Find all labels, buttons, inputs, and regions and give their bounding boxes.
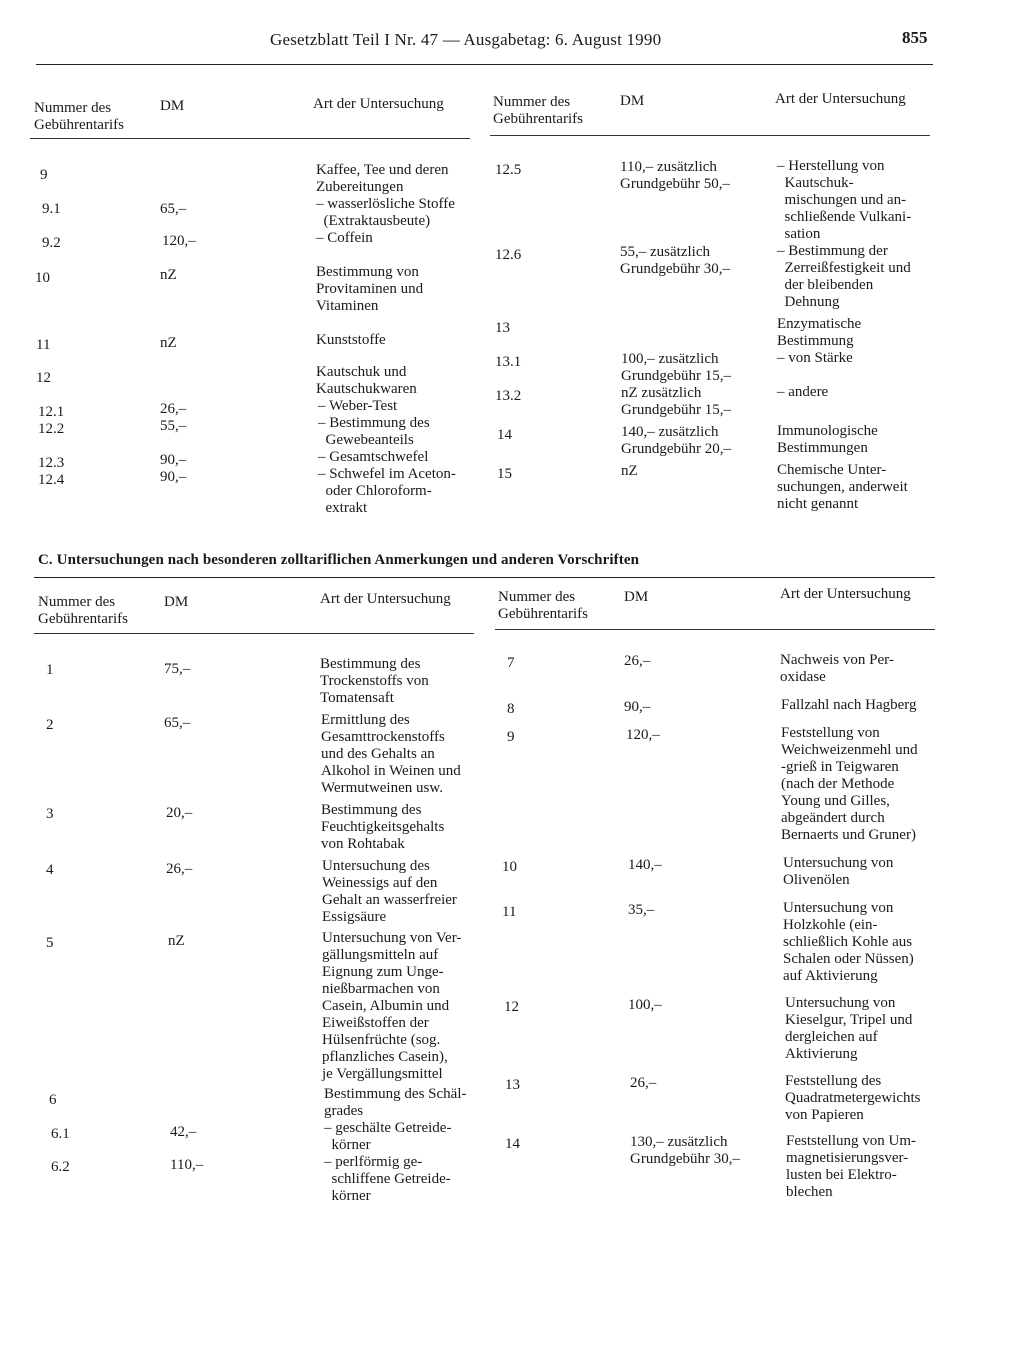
table-row-dm: 90,–	[160, 452, 187, 468]
table-row-dm: nZ	[160, 335, 177, 351]
table-row-number: 13	[495, 320, 510, 336]
table-row-art: Nachweis von Per- oxidase	[780, 652, 894, 685]
table-row-dm: 90,–	[624, 699, 651, 715]
table-row-number: 2	[46, 717, 54, 733]
table-row-dm: 26,–	[630, 1075, 657, 1091]
table-row-art: Untersuchung von Ver- gällungsmitteln auf Eignung zum Unge- nießbarmachen von Casein, Albumin und Eiweißstoffen der Hülsenfrüchte (sog. pflanzliches Casein), je Vergällungsmittel	[322, 930, 462, 1082]
table-row-art: Bestimmung des Schäl- grades	[324, 1086, 467, 1119]
right-table-header-rule-c	[495, 629, 935, 630]
table-row-number: 10	[502, 859, 517, 875]
table-row-art: Immunologische Bestimmungen	[777, 423, 878, 456]
table-row-number: 9.1	[42, 201, 61, 217]
table-row-number: 6.1	[51, 1126, 70, 1142]
table-row-number: 9.2	[42, 235, 61, 251]
sectionC-heading: C. Untersuchungen nach besonderen zolltariflichen Anmerkungen und anderen Vorschriften	[38, 552, 640, 568]
left-header-dm-c: DM	[164, 594, 189, 610]
table-row-art: Bestimmung des Trockenstoffs von Tomatensaft	[320, 656, 429, 706]
table-row-dm: 55,– zusätzlich Grundgebühr 30,–	[620, 244, 730, 277]
table-row-number: 14	[505, 1136, 520, 1152]
table-row-dm: 35,–	[628, 902, 655, 918]
table-row-dm: 42,–	[170, 1124, 197, 1140]
table-row-dm: nZ	[168, 933, 185, 949]
table-row-art: Bestimmung von Provitaminen und Vitaminen	[316, 264, 424, 314]
table-row-art: Untersuchung von Kieselgur, Tripel und dergleichen auf Aktivierung	[785, 995, 913, 1062]
table-row-art: Enzymatische Bestimmung	[777, 316, 862, 349]
table-row-dm: 110,– zusätzlich Grundgebühr 50,–	[620, 159, 730, 192]
table-row-number: 10	[35, 270, 50, 286]
table-row-dm: 20,–	[166, 805, 193, 821]
table-row-art: – Weber-Test	[318, 398, 398, 414]
table-row-number: 12	[504, 999, 519, 1015]
table-row-number: 9	[40, 167, 48, 183]
left-header-number-c: Nummer des Gebührentarifs	[38, 594, 128, 627]
left-header-art-c: Art der Untersuchung	[320, 591, 451, 607]
table-row-art: – wasserlösliche Stoffe (Extraktausbeute)	[316, 196, 455, 229]
table-row-dm: 26,–	[624, 653, 651, 669]
left-header-dm: DM	[160, 98, 185, 114]
table-row-number: 3	[46, 806, 54, 822]
table-row-number: 5	[46, 935, 54, 951]
table-row-dm: 130,– zusätzlich Grundgebühr 30,–	[630, 1134, 740, 1167]
table-row-art: – andere	[777, 384, 829, 400]
table-row-art: – Bestimmung des Gewebeanteils	[318, 415, 430, 448]
table-row-art: – Bestimmung der Zerreißfestigkeit und der bleibenden Dehnung	[777, 243, 911, 310]
table-row-dm: 90,–	[160, 469, 187, 485]
right-header-number-c: Nummer des Gebührentarifs	[498, 589, 588, 622]
table-row-number: 12.5	[495, 162, 522, 178]
table-row-dm: 26,–	[160, 401, 187, 417]
table-row-number: 6	[49, 1092, 57, 1108]
table-row-dm: 120,–	[162, 233, 196, 249]
table-row-number: 13.2	[495, 388, 522, 404]
table-row-number: 12.1	[38, 404, 65, 420]
table-row-dm: 55,–	[160, 418, 187, 434]
table-row-number: 12.2	[38, 421, 65, 437]
right-header-dm: DM	[620, 93, 645, 109]
right-header-art: Art der Untersuchung	[775, 91, 906, 107]
table-row-art: Feststellung des Quadratmetergewichts von Papieren	[785, 1073, 921, 1123]
table-row-number: 1	[46, 662, 54, 678]
table-row-dm: 140,–	[628, 857, 662, 873]
table-row-art: – Herstellung von Kautschuk- mischungen und an- schließende Vulkani- sation	[777, 158, 912, 242]
table-row-dm: nZ zusätzlich Grundgebühr 15,–	[621, 385, 731, 418]
left-table-header-rule-c	[34, 633, 474, 634]
page-header-title: Gesetzblatt Teil I Nr. 47 — Ausgabetag: 6. August 1990	[270, 30, 662, 49]
right-header-art-c: Art der Untersuchung	[780, 586, 911, 602]
table-row-number: 12.3	[38, 455, 65, 471]
table-row-art: – geschälte Getreide- körner	[324, 1120, 452, 1153]
table-row-dm: 26,–	[166, 861, 193, 877]
table-row-number: 11	[502, 904, 517, 920]
left-header-art: Art der Untersuchung	[313, 96, 444, 112]
table-row-dm: 65,–	[164, 715, 191, 731]
sectionC-heading-rule	[34, 577, 935, 578]
table-row-dm: 120,–	[626, 727, 660, 743]
table-row-art: Untersuchung von Holzkohle (ein- schließlich Kohle aus Schalen oder Nüssen) auf Aktivierung	[783, 900, 914, 984]
table-row-dm: 140,– zusätzlich Grundgebühr 20,–	[621, 424, 731, 457]
left-header-number: Nummer des Gebührentarifs	[34, 100, 124, 133]
table-row-art: – von Stärke	[777, 350, 853, 366]
table-row-dm: 110,–	[170, 1157, 204, 1173]
table-row-number: 11	[36, 337, 51, 353]
table-row-number: 6.2	[51, 1159, 70, 1175]
table-row-art: Fallzahl nach Hagberg	[781, 697, 917, 713]
table-row-dm: nZ	[160, 267, 177, 283]
table-row-art: – Coffein	[316, 230, 373, 246]
table-row-art: Untersuchung des Weinessigs auf den Gehalt an wasserfreier Essigsäure	[322, 858, 457, 925]
table-row-art: Untersuchung von Olivenölen	[783, 855, 894, 888]
table-row-art: – Gesamtschwefel	[318, 449, 429, 465]
table-row-art: – perlförmig ge- schliffene Getreide- körner	[324, 1154, 451, 1204]
table-row-dm: 75,–	[164, 661, 191, 677]
right-header-dm-c: DM	[624, 589, 649, 605]
header-rule	[36, 64, 933, 65]
table-row-art: Feststellung von Um- magnetisierungsver- lusten bei Elektro- blechen	[786, 1133, 916, 1200]
right-table-header-rule	[490, 135, 930, 136]
table-row-number: 9	[507, 729, 515, 745]
table-row-dm: nZ	[621, 463, 638, 479]
table-row-dm: 65,–	[160, 201, 187, 217]
table-row-number: 12.6	[495, 247, 522, 263]
table-row-number: 4	[46, 862, 54, 878]
table-row-art: Feststellung von Weichweizenmehl und -grieß in Teigwaren (nach der Methode Young und Gilles, abgeändert durch Bernaerts und Gruner)	[781, 725, 918, 843]
table-row-number: 14	[497, 427, 512, 443]
table-row-art: Ermittlung des Gesamttrockenstoffs und des Gehalts an Alkohol in Weinen und Wermutweinen usw.	[321, 712, 461, 796]
table-row-number: 7	[507, 655, 515, 671]
table-row-art: Kautschuk und Kautschukwaren	[316, 364, 417, 397]
page-number: 855	[902, 28, 928, 47]
table-row-art: Bestimmung des Feuchtigkeitsgehalts von Rohtabak	[321, 802, 445, 852]
table-row-number: 8	[507, 701, 515, 717]
table-row-art: Kaffee, Tee und deren Zubereitungen	[316, 162, 449, 195]
table-row-number: 15	[497, 466, 512, 482]
left-table-header-rule	[30, 138, 470, 139]
table-row-dm: 100,– zusätzlich Grundgebühr 15,–	[621, 351, 731, 384]
table-row-art: Chemische Unter- suchungen, anderweit nicht genannt	[777, 462, 908, 512]
table-row-number: 12	[36, 370, 51, 386]
right-header-number: Nummer des Gebührentarifs	[493, 94, 583, 127]
table-row-art: Kunststoffe	[316, 332, 386, 348]
table-row-number: 13	[505, 1077, 520, 1093]
table-row-dm: 100,–	[628, 997, 662, 1013]
table-row-number: 12.4	[38, 472, 65, 488]
table-row-number: 13.1	[495, 354, 522, 370]
table-row-art: – Schwefel im Aceton- oder Chloroform- extrakt	[318, 466, 456, 516]
